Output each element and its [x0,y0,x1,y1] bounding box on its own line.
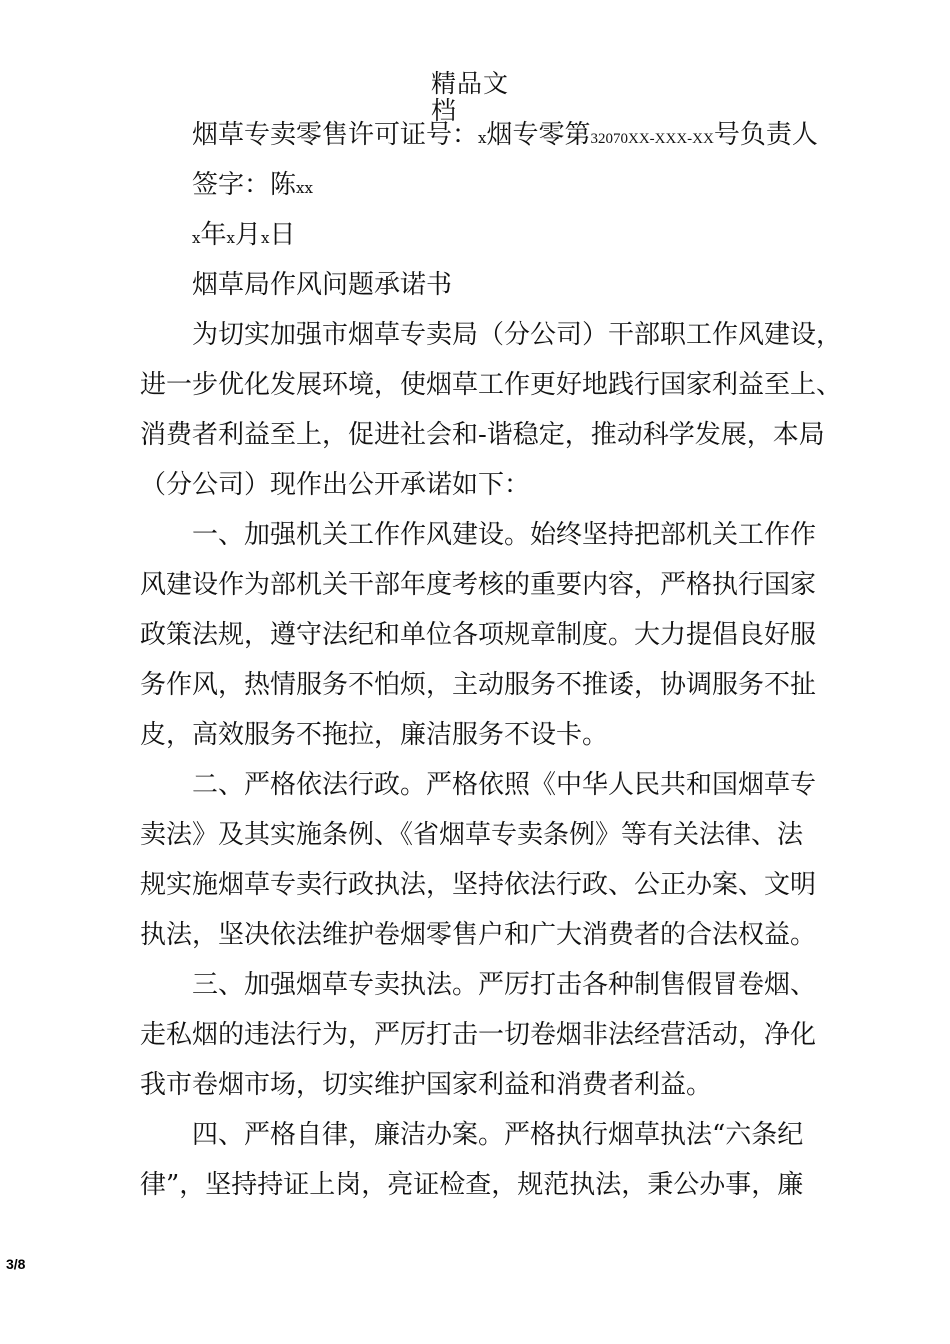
license-label: 烟草专卖零售许可证号： [192,120,479,150]
body-line: 政策法规，遵守法纪和单位各项规章制度。大力提倡良好服 [140,620,817,650]
header-title: 精品文档 [431,69,510,125]
date-month: x [226,229,235,247]
date-month-label: 月 [234,220,261,250]
date-line [192,220,295,253]
body-line: 三、加强烟草专卖执法。严厉打击各种制售假冒卷烟、 [192,970,817,1000]
document-title: 烟草局作风问题承诺书 [192,270,453,300]
signature-label: 签字：陈 [192,170,297,200]
body-line: 二、严格依法行政。严格依照《中华人民共和国烟草专 [192,770,817,800]
date-year: x [192,229,201,247]
body-line: 走私烟的违法行为，严厉打击一切卷烟非法经营活动，净化 [140,1020,817,1050]
license-number: 32070XX-XXX-XX [590,131,714,147]
signature-line [192,170,313,203]
body-line: 规实施烟草专卖行政执法，坚持依法行政、公正办案、文明 [140,870,817,900]
body-line: 我市卷烟市场，切实维护国家利益和消费者利益。 [140,1070,713,1100]
body-line: 为切实加强市烟草专卖局（分公司）干部职工作风建设， [192,320,843,350]
body-line: （分公司）现作出公开承诺如下： [140,470,531,500]
date-day: x [260,229,270,247]
license-suffix: 号负责人 [713,120,818,150]
body-line: 风建设作为部机关干部年度考核的重要内容，严格执行国家 [140,570,817,600]
license-line [192,120,818,154]
body-line: 皮，高效服务不拖拉，廉洁服务不设卡。 [140,720,609,750]
body-line: 卖法》及其实施条例、《省烟草专卖条例》等有关法律、法 [140,820,804,850]
body-line: 一、加强机关工作作风建设。始终坚持把部机关工作作 [192,520,817,550]
body-line: 律”，坚持持证上岗，亮证检查，规范执法，秉公办事，廉 [140,1170,804,1200]
date-day-label: 日 [269,220,296,250]
page-number: 3/8 [6,1256,26,1272]
body-line: 进一步优化发展环境，使烟草工作更好地践行国家利益至上、 [140,370,843,400]
license-mid: 烟专零第 [486,120,591,150]
date-year-label: 年 [200,220,227,250]
body-line: 四、严格自律，廉洁办案。严格执行烟草执法“六条纪 [192,1120,804,1150]
body-line: 消费者利益至上，促进社会和-谐稳定，推动科学发展，本局 [140,420,825,450]
license-prefix: x [478,129,487,147]
body-line: 务作风，热情服务不怕烦，主动服务不推诿，协调服务不扯 [140,670,817,700]
signature-name-suffix: xx [296,179,313,197]
body-line: 执法，坚决依法维护卷烟零售户和广大消费者的合法权益。 [140,920,817,950]
